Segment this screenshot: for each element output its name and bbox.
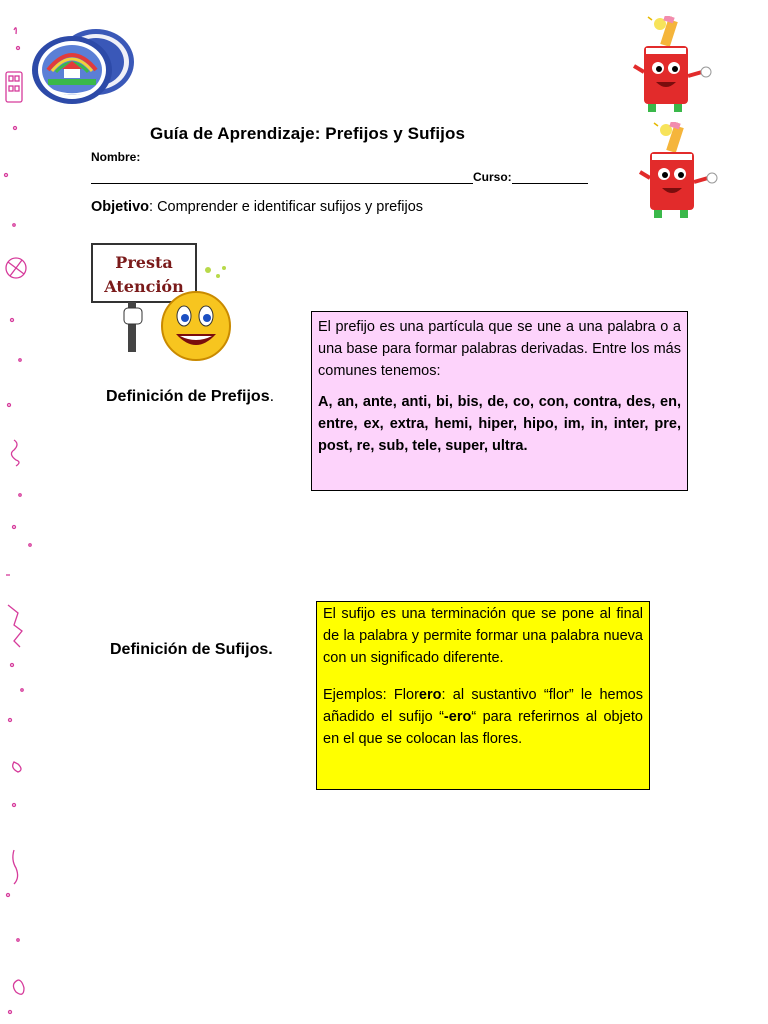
presta-atencion-illustration: [90, 238, 240, 368]
objetivo-text: : Comprender e identificar sufijos y prefijos: [149, 199, 424, 215]
example-lead: Ejemplos: Flor: [323, 687, 419, 703]
example-suffix-bold: -ero: [443, 709, 472, 725]
sufijos-example: [323, 684, 643, 750]
nombre-blank: [91, 171, 473, 184]
example-tail: “ para referirnos al objeto en el que se colocan las flores.: [323, 709, 643, 747]
nombre-curso-row: [91, 170, 588, 184]
example-bold: ero: [418, 687, 442, 703]
prefijos-definition-box: [311, 311, 688, 491]
example-mid: : al sustantivo “flor” le hemos añadido el sufijo “: [323, 687, 643, 725]
decorative-border: [0, 0, 40, 1024]
sufijos-definition-box: [316, 601, 650, 790]
objetivo-label: Objetivo: [91, 199, 150, 215]
school-logo: [28, 24, 140, 108]
prefijos-heading-text: Definición de Prefijos: [106, 388, 270, 405]
nombre-label: Nombre:: [91, 150, 141, 164]
curso-label: Curso:: [473, 170, 512, 184]
book-mascot-icon: [630, 16, 722, 120]
page-title: Guía de Aprendizaje: Prefijos y Sufijos: [150, 124, 466, 143]
prefijos-heading-period: .: [269, 388, 275, 405]
sufijos-heading: Definición de Sufijos.: [110, 641, 273, 658]
book-mascot-icon: [636, 122, 728, 226]
prefijos-definition: El prefijo es una partícula que se une a una palabra o a una base para formar palabras derivadas. Entre los más comunes tenemos:: [318, 319, 681, 379]
prefijos-list: A, an, ante, anti, bi, bis, de, co, con, contra, des, en, entre, ex, extra, hemi, hiper, hipo, im, in, inter, pre, post, re, sub, tele, super, ultra.: [318, 394, 681, 454]
sign-line-2: Atención: [104, 277, 184, 296]
sign-line-1: Presta: [115, 253, 173, 272]
prefijos-heading: [106, 388, 274, 406]
curso-blank: [512, 171, 588, 184]
objetivo-line: [91, 199, 423, 215]
sufijos-definition: El sufijo es una terminación que se pone al final de la palabra y permite formar una palabra nueva con un significado diferente.: [323, 606, 643, 666]
